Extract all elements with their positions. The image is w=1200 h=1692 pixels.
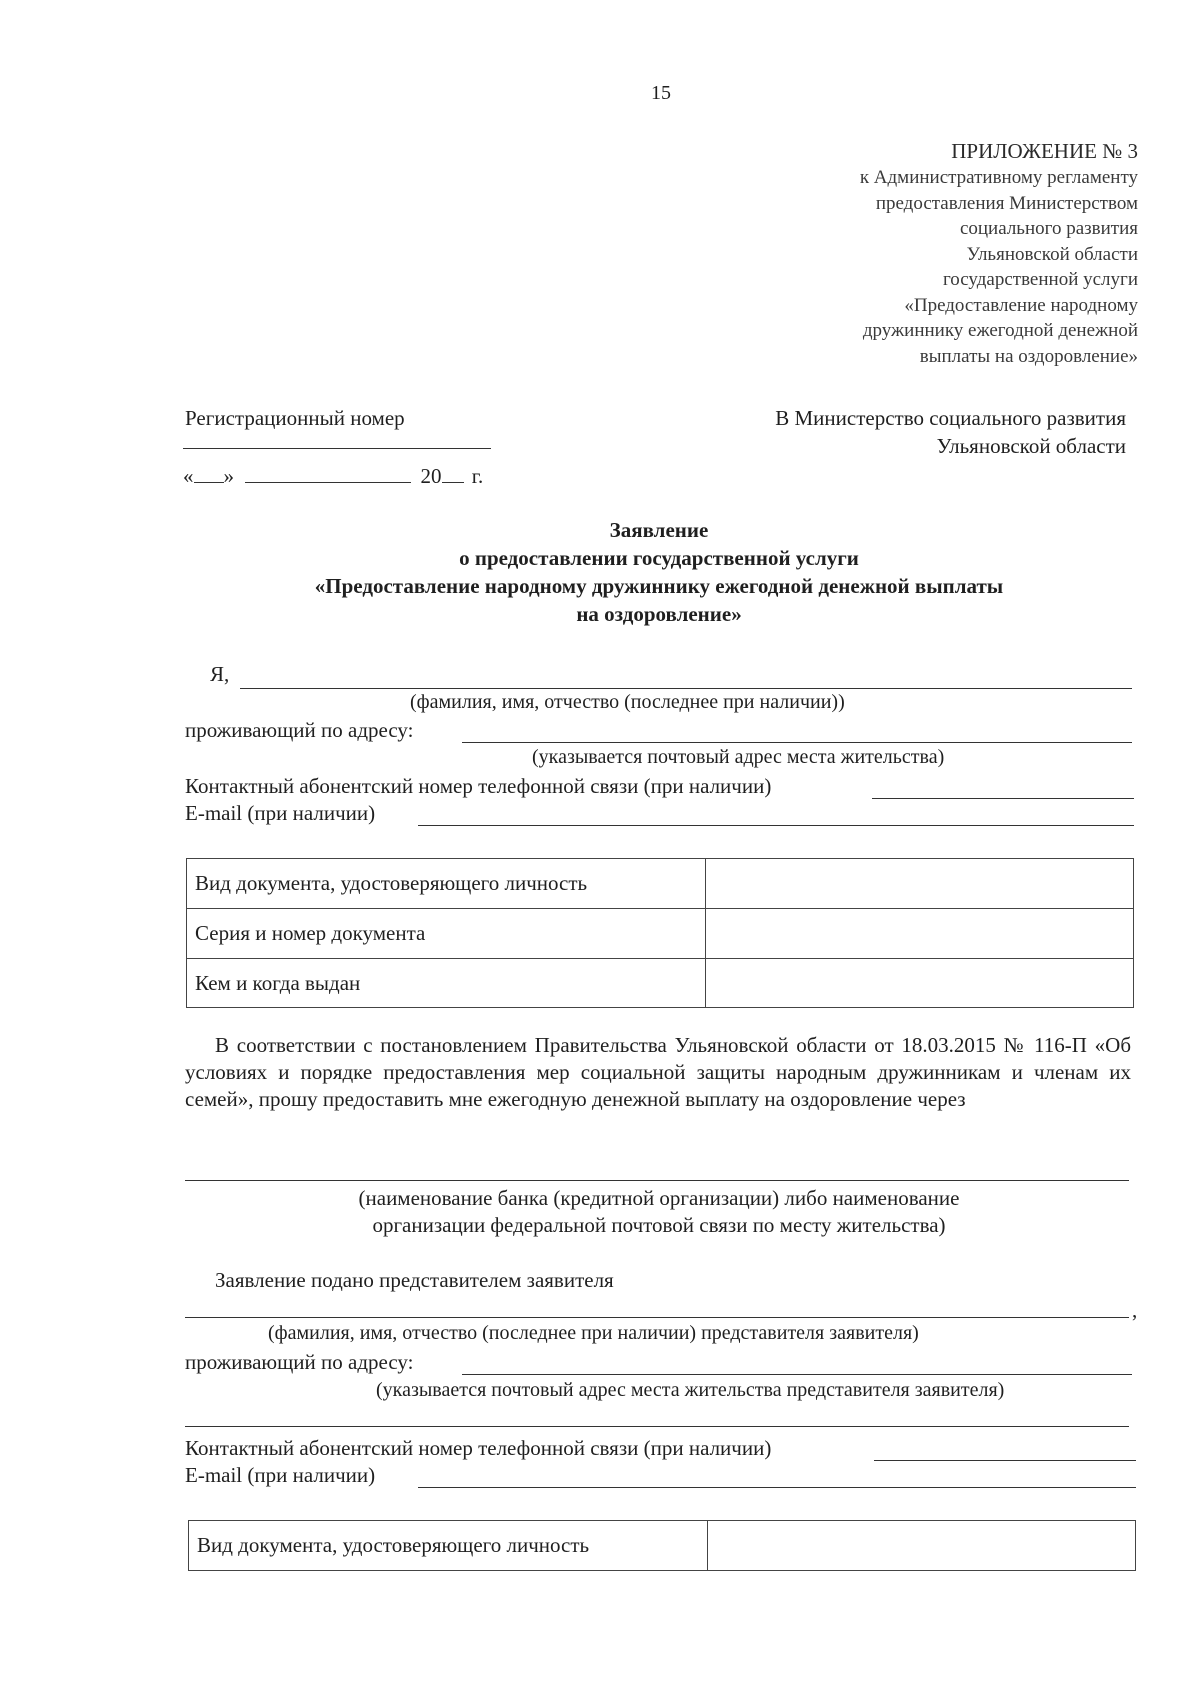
recipient: [775, 404, 1126, 460]
table-cell-value[interactable]: [706, 959, 1134, 1008]
representative-intro: Заявление подано представителем заявителя: [215, 1268, 614, 1292]
page-number: 15: [651, 82, 671, 104]
appendix-line: Ульяновской области: [966, 243, 1138, 265]
table-row: [187, 909, 1134, 959]
applicant-email-field[interactable]: [418, 825, 1134, 826]
document-title: [0, 516, 1200, 628]
registration-number-field[interactable]: [183, 448, 491, 449]
representative-fio-hint: (фамилия, имя, отчество (последнее при наличии) представителя заявителя): [268, 1322, 919, 1344]
date-year-prefix: 20: [420, 464, 442, 488]
request-paragraph: [185, 1032, 1131, 1113]
appendix-line: выплаты на оздоровление»: [919, 345, 1138, 367]
appendix-title: ПРИЛОЖЕНИЕ № 3: [951, 139, 1138, 163]
applicant-phone-field[interactable]: [872, 798, 1134, 799]
table-row: [189, 1521, 1136, 1571]
date-close-quote: »: [223, 464, 234, 488]
representative-phone-field[interactable]: [874, 1460, 1136, 1461]
table-cell-label: Вид документа, удостоверяющего личность: [189, 1521, 708, 1571]
recipient-line: Ульяновской области: [936, 434, 1126, 458]
representative-phone-label: Контактный абонентский номер телефонной связи (при наличии): [185, 1436, 772, 1460]
representative-address-label: проживающий по адресу:: [185, 1350, 414, 1374]
table-cell-label: Вид документа, удостоверяющего личность: [187, 859, 706, 909]
bank-hint-line: (наименование банка (кредитной организации) либо наименование: [358, 1186, 960, 1210]
request-paragraph-text: В соответствии с постановлением Правительства Ульяновской области от 18.03.2015 № 116-П «Об условиях и порядке предоставления мер социальной защиты народным дружинникам и членам их семей», прошу предоставить мне ежегодную денежной выплату на оздоровление через: [185, 1033, 1131, 1111]
appendix-line: к Административному регламенту: [859, 167, 1138, 188]
appendix-line: государственной услуги: [942, 269, 1138, 290]
representative-address-field[interactable]: [462, 1374, 1132, 1375]
applicant-address-hint: (указывается почтовый адрес места жительства): [532, 746, 945, 768]
applicant-address-field[interactable]: [462, 742, 1132, 743]
table-row: [187, 859, 1134, 909]
appendix-line: «Предоставление народному: [904, 294, 1138, 316]
bank-hint-line: организации федеральной почтовой связи по месту жительства): [372, 1213, 946, 1237]
applicant-fio-field[interactable]: [240, 688, 1132, 689]
table-cell-label: Серия и номер документа: [187, 909, 706, 959]
appendix-line: социального развития: [959, 218, 1138, 239]
representative-email-field[interactable]: [418, 1487, 1136, 1488]
table-row: [187, 959, 1134, 1008]
table-cell-value[interactable]: [706, 909, 1134, 959]
representative-email-label: E-mail (при наличии): [185, 1463, 376, 1487]
appendix-line: дружиннику ежегодной денежной: [862, 320, 1138, 341]
appendix-line: предоставления Министерством: [875, 192, 1138, 214]
representative-address-field-2[interactable]: [185, 1426, 1129, 1427]
representative-comma: ,: [1132, 1298, 1138, 1322]
bank-name-field[interactable]: [185, 1180, 1129, 1181]
bank-hint: [0, 1185, 1200, 1239]
applicant-fio-hint: (фамилия, имя, отчество (последнее при наличии)): [410, 691, 845, 713]
date-month-field[interactable]: [245, 462, 411, 483]
title-line: на оздоровление»: [576, 602, 742, 626]
applicant-i-label: Я,: [210, 662, 230, 686]
appendix-header: [860, 137, 1138, 369]
table-cell-label: Кем и когда выдан: [187, 959, 706, 1008]
date-year-suffix: г.: [471, 464, 484, 488]
registration-date: [183, 462, 483, 489]
applicant-phone-label: Контактный абонентский номер телефонной связи (при наличии): [185, 774, 772, 798]
applicant-address-label: проживающий по адресу:: [185, 718, 414, 742]
representative-id-table: [188, 1520, 1136, 1571]
representative-address-hint: (указывается почтовый адрес места жительства представителя заявителя): [376, 1379, 1005, 1401]
title-line: о предоставлении государственной услуги: [459, 546, 859, 570]
table-cell-value[interactable]: [706, 859, 1134, 909]
title-line: «Предоставление народному дружиннику ежегодной денежной выплаты: [314, 574, 1004, 598]
recipient-line: В Министерство социального развития: [775, 406, 1126, 430]
representative-fio-field[interactable]: [185, 1317, 1129, 1318]
registration-label: Регистрационный номер: [185, 406, 405, 430]
title-line: Заявление: [609, 518, 709, 542]
date-open-quote: «: [183, 464, 194, 488]
id-document-table: [186, 858, 1134, 1008]
date-year-field[interactable]: [442, 462, 464, 483]
applicant-email-label: E-mail (при наличии): [185, 801, 376, 825]
table-cell-value[interactable]: [708, 1521, 1136, 1571]
date-day-field[interactable]: [194, 462, 224, 483]
